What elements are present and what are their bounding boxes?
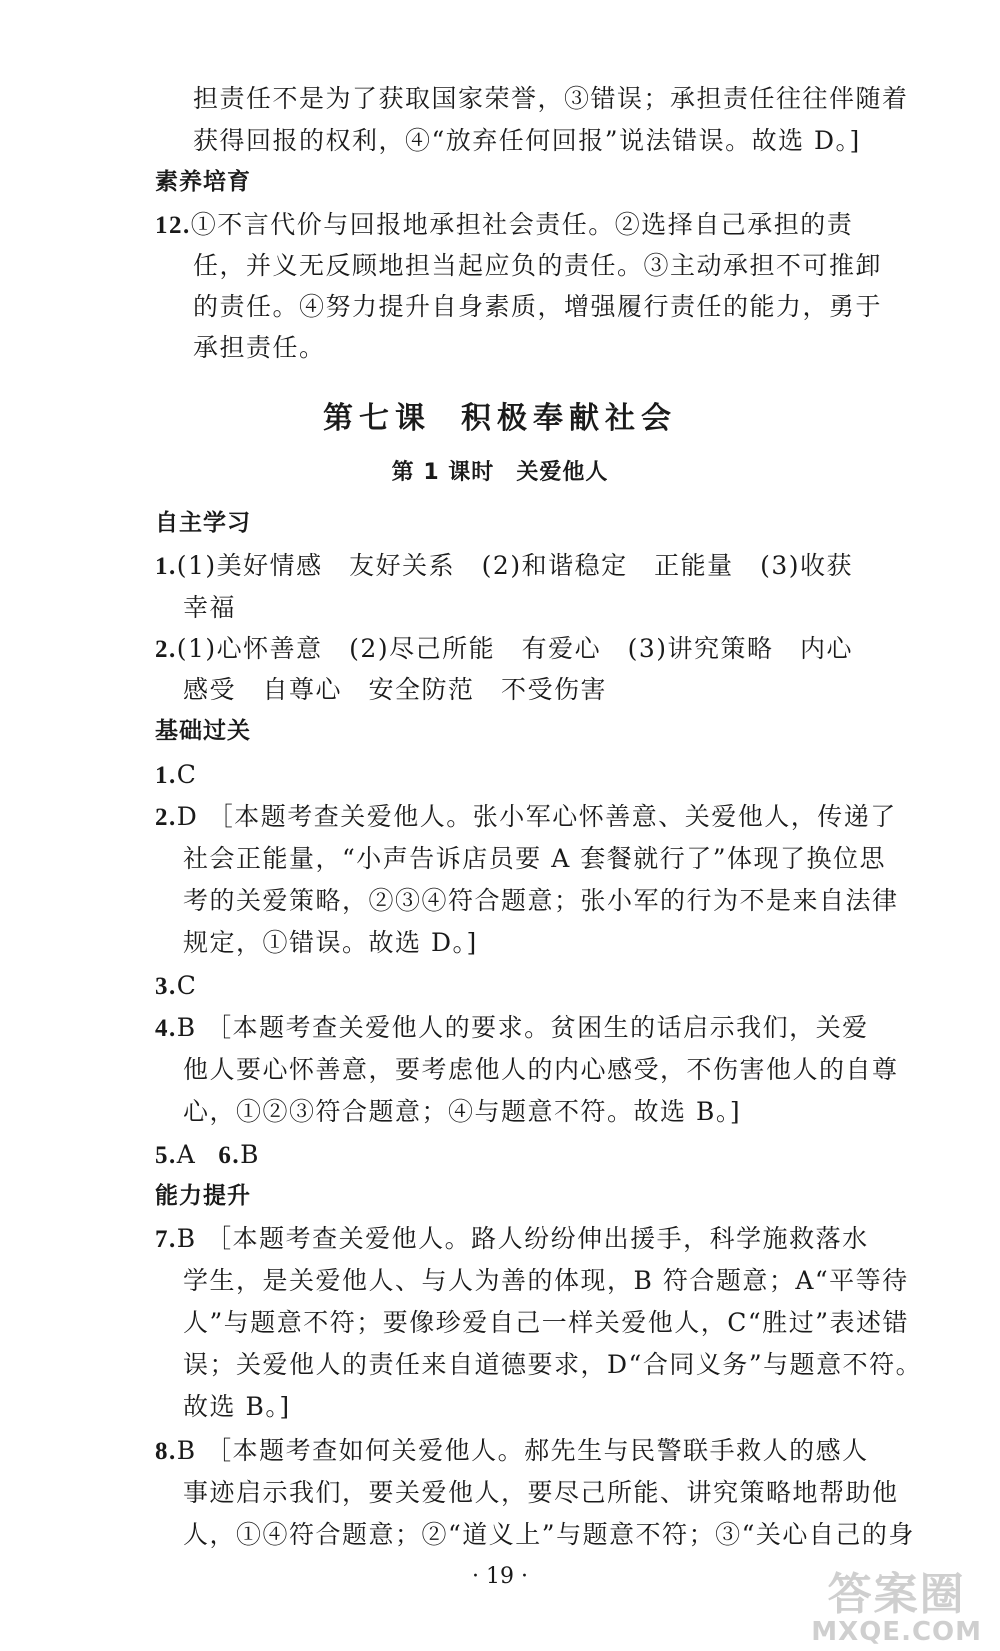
lesson-number: 第七课	[323, 401, 431, 436]
watermark	[811, 1569, 982, 1647]
answer-text: ①不言代价与回报地承担社会责任。②选择自己承担的责	[190, 210, 854, 239]
answer-text: D ［本题考查关爱他人。张小军心怀善意、关爱他人，传递了	[176, 802, 897, 831]
section-heading-jichu: 基础过关	[155, 718, 251, 744]
question-number: 8.	[155, 1438, 177, 1465]
section-heading-suyang: 素养培育	[155, 169, 251, 195]
answer-text: A	[176, 1140, 197, 1169]
text-line: 承担责任。	[193, 333, 326, 362]
question-number: 5.	[155, 1142, 177, 1169]
text-line: 幸福	[183, 593, 237, 622]
question-j5-j6	[155, 1142, 260, 1168]
answer-text: B ［本题考查如何关爱他人。郝先生与民警联手救人的感人	[176, 1436, 869, 1465]
question-n8	[155, 1438, 869, 1464]
watermark-logo: 答案圈	[827, 1569, 966, 1620]
text-line: 获得回报的权利，④“放弃任何回报”说法错误。故选 D。]	[193, 126, 861, 155]
question-12	[155, 212, 853, 238]
text-line: 学生，是关爱他人、与人为善的体现，B 符合题意；A“平等待	[183, 1266, 909, 1295]
question-number: 12.	[155, 212, 191, 239]
text-line: 社会正能量，“小声告诉店员要 A 套餐就行了”体现了换位思	[183, 844, 887, 873]
question-j3	[155, 973, 197, 999]
text-line: 担责任不是为了获取国家荣誉，③错误；承担责任往往伴随着	[193, 84, 909, 113]
answer-text: C	[176, 760, 198, 789]
answer-text: (1)美好情感 友好关系 (2)和谐稳定 正能量 (3)收获	[176, 551, 853, 580]
section-heading-zizhu: 自主学习	[155, 510, 251, 536]
text-line: 人”与题意不符；要像珍爱自己一样关爱他人，C“胜过”表述错	[183, 1308, 909, 1337]
answer-text: B ［本题考查关爱他人的要求。贫困生的话启示我们，关爱	[176, 1013, 869, 1042]
question-n7	[155, 1226, 869, 1252]
answer-text: B	[240, 1140, 260, 1169]
question-number: 1.	[155, 762, 177, 789]
text-line: 人，①④符合题意；②“道义上”与题意不符；③“关心自己的身	[183, 1520, 915, 1549]
watermark-url: MXQE.COM	[811, 1617, 982, 1647]
text-line: 感受 自尊心 安全防范 不受伤害	[183, 675, 608, 704]
text-line: 事迹启示我们，要关爱他人，要尽己所能、讲究策略地帮助他	[183, 1478, 899, 1507]
text-line: 的责任。④努力提升自身素质，增强履行责任的能力，勇于	[193, 292, 883, 321]
text-line: 任，并义无反顾地担当起应负的责任。③主动承担不可推卸	[193, 251, 883, 280]
answer-text: C	[176, 971, 198, 1000]
question-number: 3.	[155, 973, 177, 1000]
question-j4	[155, 1015, 869, 1041]
text-line: 心，①②③符合题意；④与题意不符。故选 B。]	[183, 1097, 742, 1126]
question-number: 7.	[155, 1226, 177, 1253]
question-z2	[155, 636, 853, 662]
answer-text: (1)心怀善意 (2)尽己所能 有爱心 (3)讲究策略 内心	[176, 634, 853, 663]
question-j1	[155, 762, 197, 788]
page-number: · 19 ·	[472, 1564, 528, 1589]
text-line: 规定，①错误。故选 D。]	[183, 928, 478, 957]
text-line: 他人要心怀善意，要考虑他人的内心感受，不伤害他人的自尊	[183, 1055, 899, 1084]
question-z1	[155, 553, 853, 579]
question-number: 1.	[155, 553, 177, 580]
lesson-title	[0, 401, 1000, 436]
text-line: 考的关爱策略，②③④符合题意；张小军的行为不是来自法律	[183, 886, 899, 915]
text-line: 误；关爱他人的责任来自道德要求，D“合同义务”与题意不符。	[183, 1350, 923, 1379]
question-number: 2.	[155, 636, 177, 663]
text-line: 故选 B。]	[183, 1392, 291, 1421]
period-name: 关爱他人	[516, 460, 609, 485]
section-heading-nengli: 能力提升	[155, 1183, 251, 1209]
lesson-name: 积极奉献社会	[461, 401, 677, 436]
period-number: 第 1 课时	[391, 460, 495, 485]
period-title	[0, 462, 1000, 484]
answer-text: B ［本题考查关爱他人。路人纷纷伸出援手，科学施救落水	[176, 1224, 869, 1253]
question-number: 4.	[155, 1015, 177, 1042]
question-number: 2.	[155, 804, 177, 831]
question-j2	[155, 804, 897, 830]
question-number: 6.	[218, 1142, 241, 1169]
